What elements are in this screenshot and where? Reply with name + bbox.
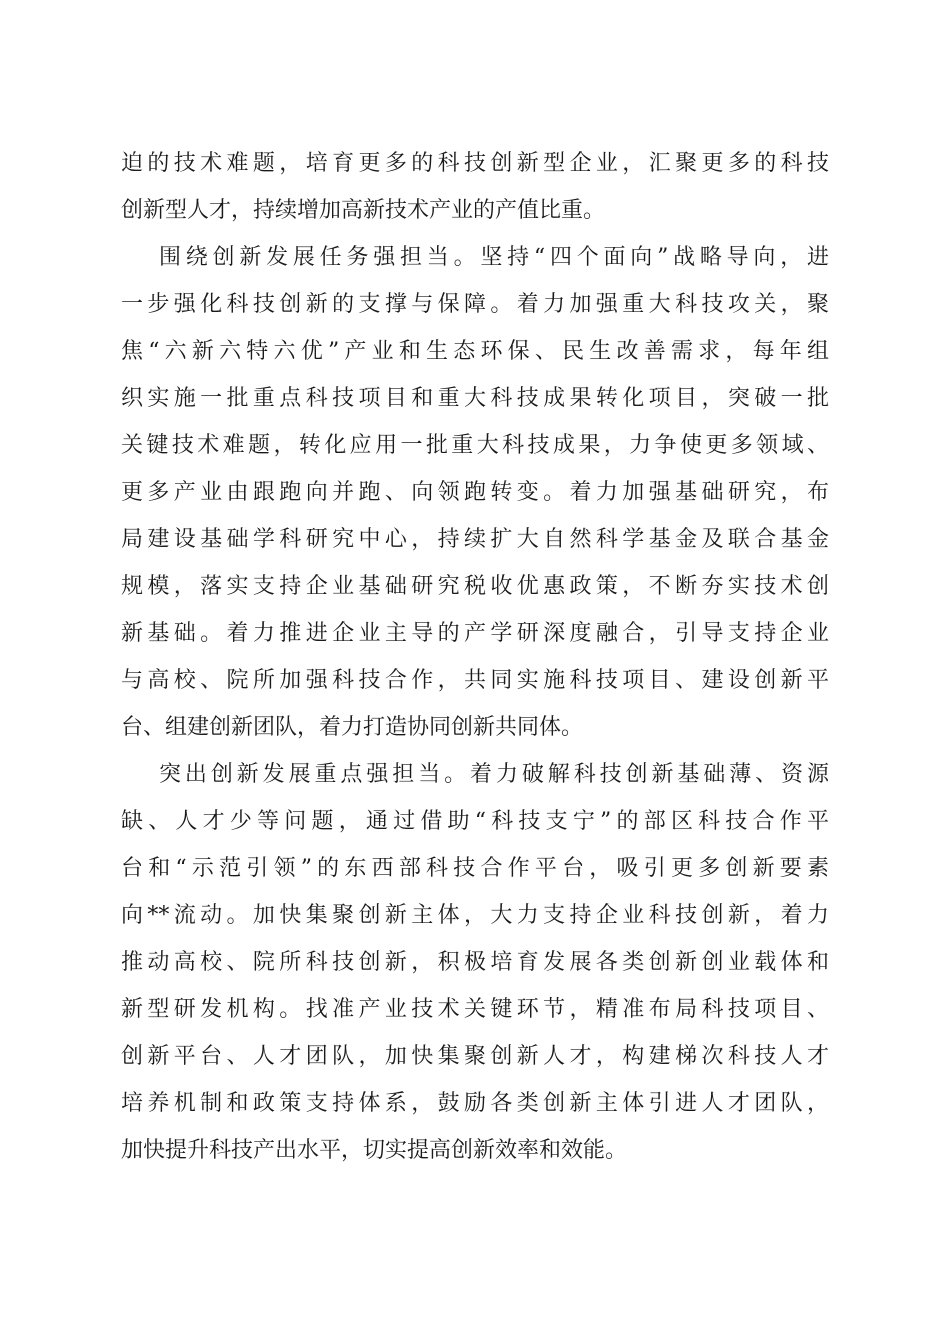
paragraph-3-line-4: 向**流动。加快集聚创新主体，大力支持企业科技创新，着力 [121,903,829,928]
paragraph-3-line-1: 突出创新发展重点强担当。着力破解科技创新基础薄、资源 [159,762,829,787]
paragraph-2-line-6: 更多产业由跟跑向并跑、向领跑转变。着力加强基础研究，布 [121,480,829,505]
document-body [121,140,829,1174]
paragraph-3-line-7: 创新平台、人才团队，加快集聚创新人才，构建梯次科技人才 [121,1044,829,1069]
paragraph-2-line-9: 新基础。着力推进企业主导的产学研深度融合，引导支持企业 [121,621,829,646]
paragraph-2-line-10: 与高校、院所加强科技合作，共同实施科技项目、建设创新平 [121,668,829,693]
paragraph-3-line-6: 新型研发机构。找准产业技术关键环节，精准布局科技项目、 [121,997,829,1022]
paragraph-1-line-2: 创新型人才，持续增加高新技术产业的产值比重。 [121,198,606,223]
paragraph-2-line-3: 焦“六新六特六优”产业和生态环保、民生改善需求，每年组 [121,339,829,364]
paragraph-2-line-2: 一步强化科技创新的支撑与保障。着力加强重大科技攻关，聚 [121,292,829,317]
paragraph-2-line-11: 台、组建创新团队，着力打造协同创新共同体。 [121,715,584,740]
paragraph-2-line-1: 围绕创新发展任务强担当。坚持“四个面向”战略导向，进 [159,245,829,270]
paragraph-3-line-3: 台和“示范引领”的东西部科技合作平台，吸引更多创新要素 [121,856,829,881]
paragraph-2-line-7: 局建设基础学科研究中心，持续扩大自然科学基金及联合基金 [121,527,829,552]
paragraph-2-line-4: 织实施一批重点科技项目和重大科技成果转化项目，突破一批 [121,386,829,411]
paragraph-3-line-9: 加快提升科技产出水平，切实提高创新效率和效能。 [121,1138,628,1163]
paragraph-2-line-8: 规模，落实支持企业基础研究税收优惠政策，不断夯实技术创 [121,574,829,599]
paragraph-3-line-2: 缺、人才少等问题，通过借助“科技支宁”的部区科技合作平 [121,809,829,834]
paragraph-3-line-5: 推动高校、院所科技创新，积极培育发展各类创新创业载体和 [121,950,829,975]
paragraph-2-line-5: 关键技术难题，转化应用一批重大科技成果，力争使更多领域、 [121,433,829,458]
paragraph-3-line-8: 培养机制和政策支持体系，鼓励各类创新主体引进人才团队， [121,1091,829,1116]
paragraph-1-line-1: 迫的技术难题，培育更多的科技创新型企业，汇聚更多的科技 [121,151,829,176]
